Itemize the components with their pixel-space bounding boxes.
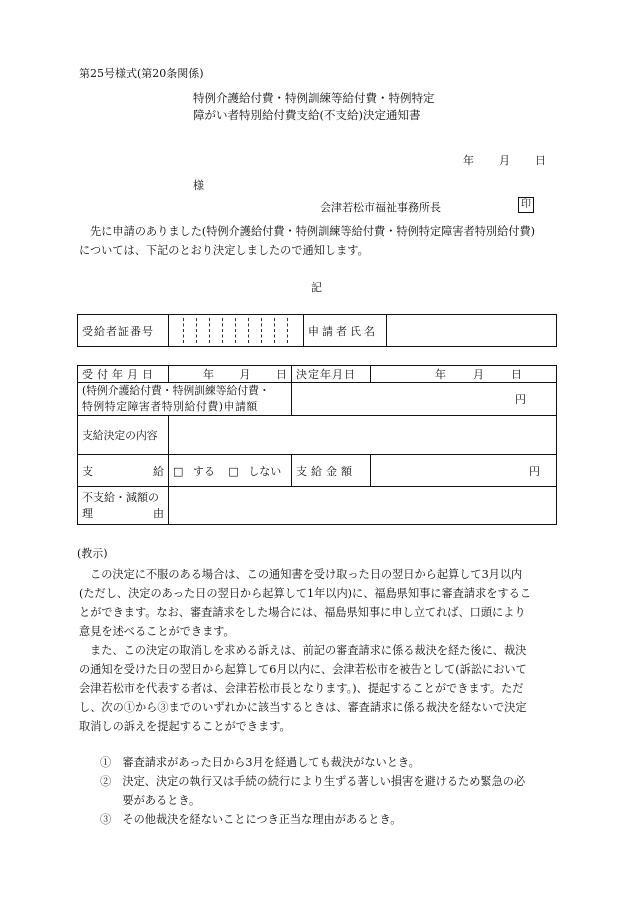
reason-label [78,487,169,525]
decision-date-field[interactable] [371,366,557,383]
list-item: ③ その他裁決を経ないことにつき正当な理由があるとき。 [100,813,402,826]
para2-line-3: 会津若松市を代表する者は、会津若松市長となります。)、提起することができます。ただ [79,682,524,695]
para2-line-4: し、次の①から③までのいずれかに該当するときは、審査請求に係る裁決を経ないで決定 [79,701,527,714]
decision-month: 月 [473,368,484,381]
claim-label-line-2: 特例特定障害者特別給付費)申請額 [82,400,258,413]
exception-list [100,753,525,829]
amount-field[interactable] [371,455,557,487]
reason-field[interactable] [169,487,557,525]
reason-label-line-1: 不支給・減額の [82,490,159,504]
para1-line-2: (ただし、決定のあった日の翌日から起算して1年以内)に、福島県知事に審査請求をするこ [79,587,532,600]
title-line-1: 特例介護給付費・特例訓練等給付費・特例特定 [193,91,435,105]
intro-paragraph [79,222,535,260]
document-title [193,90,435,124]
claim-yen: 円 [515,393,526,406]
ki-heading: 記 [311,281,322,294]
claim-amount-field[interactable] [292,383,557,416]
para1-line-4: 意見を述べることができます。 [79,625,235,638]
content-field[interactable] [169,416,557,455]
decision-table [77,365,557,525]
title-line-2: 障がい者特別給付費支給(不支給)決定通知書 [193,108,421,122]
received-date-label: 受付年月日 [78,366,169,383]
para2-line-5: 取消しの訴えを提起することができます。 [79,720,291,733]
received-day: 日 [276,368,287,381]
recipient-table [77,314,557,347]
date-day: 日 [535,154,546,167]
payment-label-b: 給 [153,464,164,478]
date-month: 月 [499,154,510,167]
decision-date-label: 決定年月日 [292,366,371,383]
decision-day: 日 [511,368,522,381]
date-year: 年 [463,154,474,167]
yes-label: する [192,464,215,478]
content-label: 支給決定の内容 [78,416,169,455]
intro-line-1: 先に申請のありました(特例介護給付費・特例訓練等給付費・特例特定障害者特別給付費) [90,225,536,238]
form-number: 第25号様式(第20条関係) [79,67,204,80]
kyouji-heading: (教示) [77,547,108,560]
payment-choice [169,455,292,487]
no-checkbox[interactable]: □ [228,464,239,478]
list-item: ② 決定、決定の執行又は手続の続行により生ずる著しい損害を避けるため緊急の必 [100,775,526,788]
para2-line-1: また、この決定の取消しを求める訴えは、前記の審査請求に係る裁決を経た後に、裁決 [90,644,527,657]
recipient-no-label: 受給者証番号 [78,315,169,347]
intro-line-2: については、下記のとおり決定しましたので通知します。 [79,244,369,257]
recipient-no-field[interactable] [169,315,304,347]
claim-amount-label [78,383,292,416]
para1-line-3: とができます。なお、審査請求をした場合には、福島県知事に申し立てれば、口頭により [79,606,526,619]
received-month: 月 [239,368,251,381]
issuer-name: 会津若松市福祉事務所長 [320,201,441,214]
received-date-field[interactable] [169,366,292,383]
addressee-honorific: 様 [193,179,204,192]
para2-line-2: の通知を受けた日の翌日から起算して6月以内に、会津若松市を被告として(訴訟において [79,663,527,676]
seal-mark: 印 [518,197,534,213]
para1-line-1: この決定に不服のある場合は、この通知書を受け取った日の翌日から起算して3月以内 [90,568,523,581]
instruction-paragraph-1 [79,565,531,641]
amount-yen: 円 [529,464,540,478]
claim-label-line-1: (特例介護給付費・特例訓練等給付費・ [82,384,270,397]
list-item: ① 審査請求があった日から3月を経過しても裁決がないとき。 [100,756,420,769]
yes-checkbox[interactable]: □ [173,464,184,478]
amount-label: 支給金額 [292,455,371,487]
received-year: 年 [203,368,214,381]
instruction-paragraph-2 [79,641,527,736]
applicant-field[interactable] [387,315,557,347]
no-label: しない [248,464,282,478]
reason-label-a: 理 [82,506,93,520]
payment-label [78,455,169,487]
reason-label-b: 由 [153,506,164,520]
payment-label-a: 支 [82,464,93,478]
list-item: 要があるとき。 [100,794,201,807]
applicant-label: 申請者氏名 [304,315,387,347]
decision-year: 年 [435,368,446,381]
